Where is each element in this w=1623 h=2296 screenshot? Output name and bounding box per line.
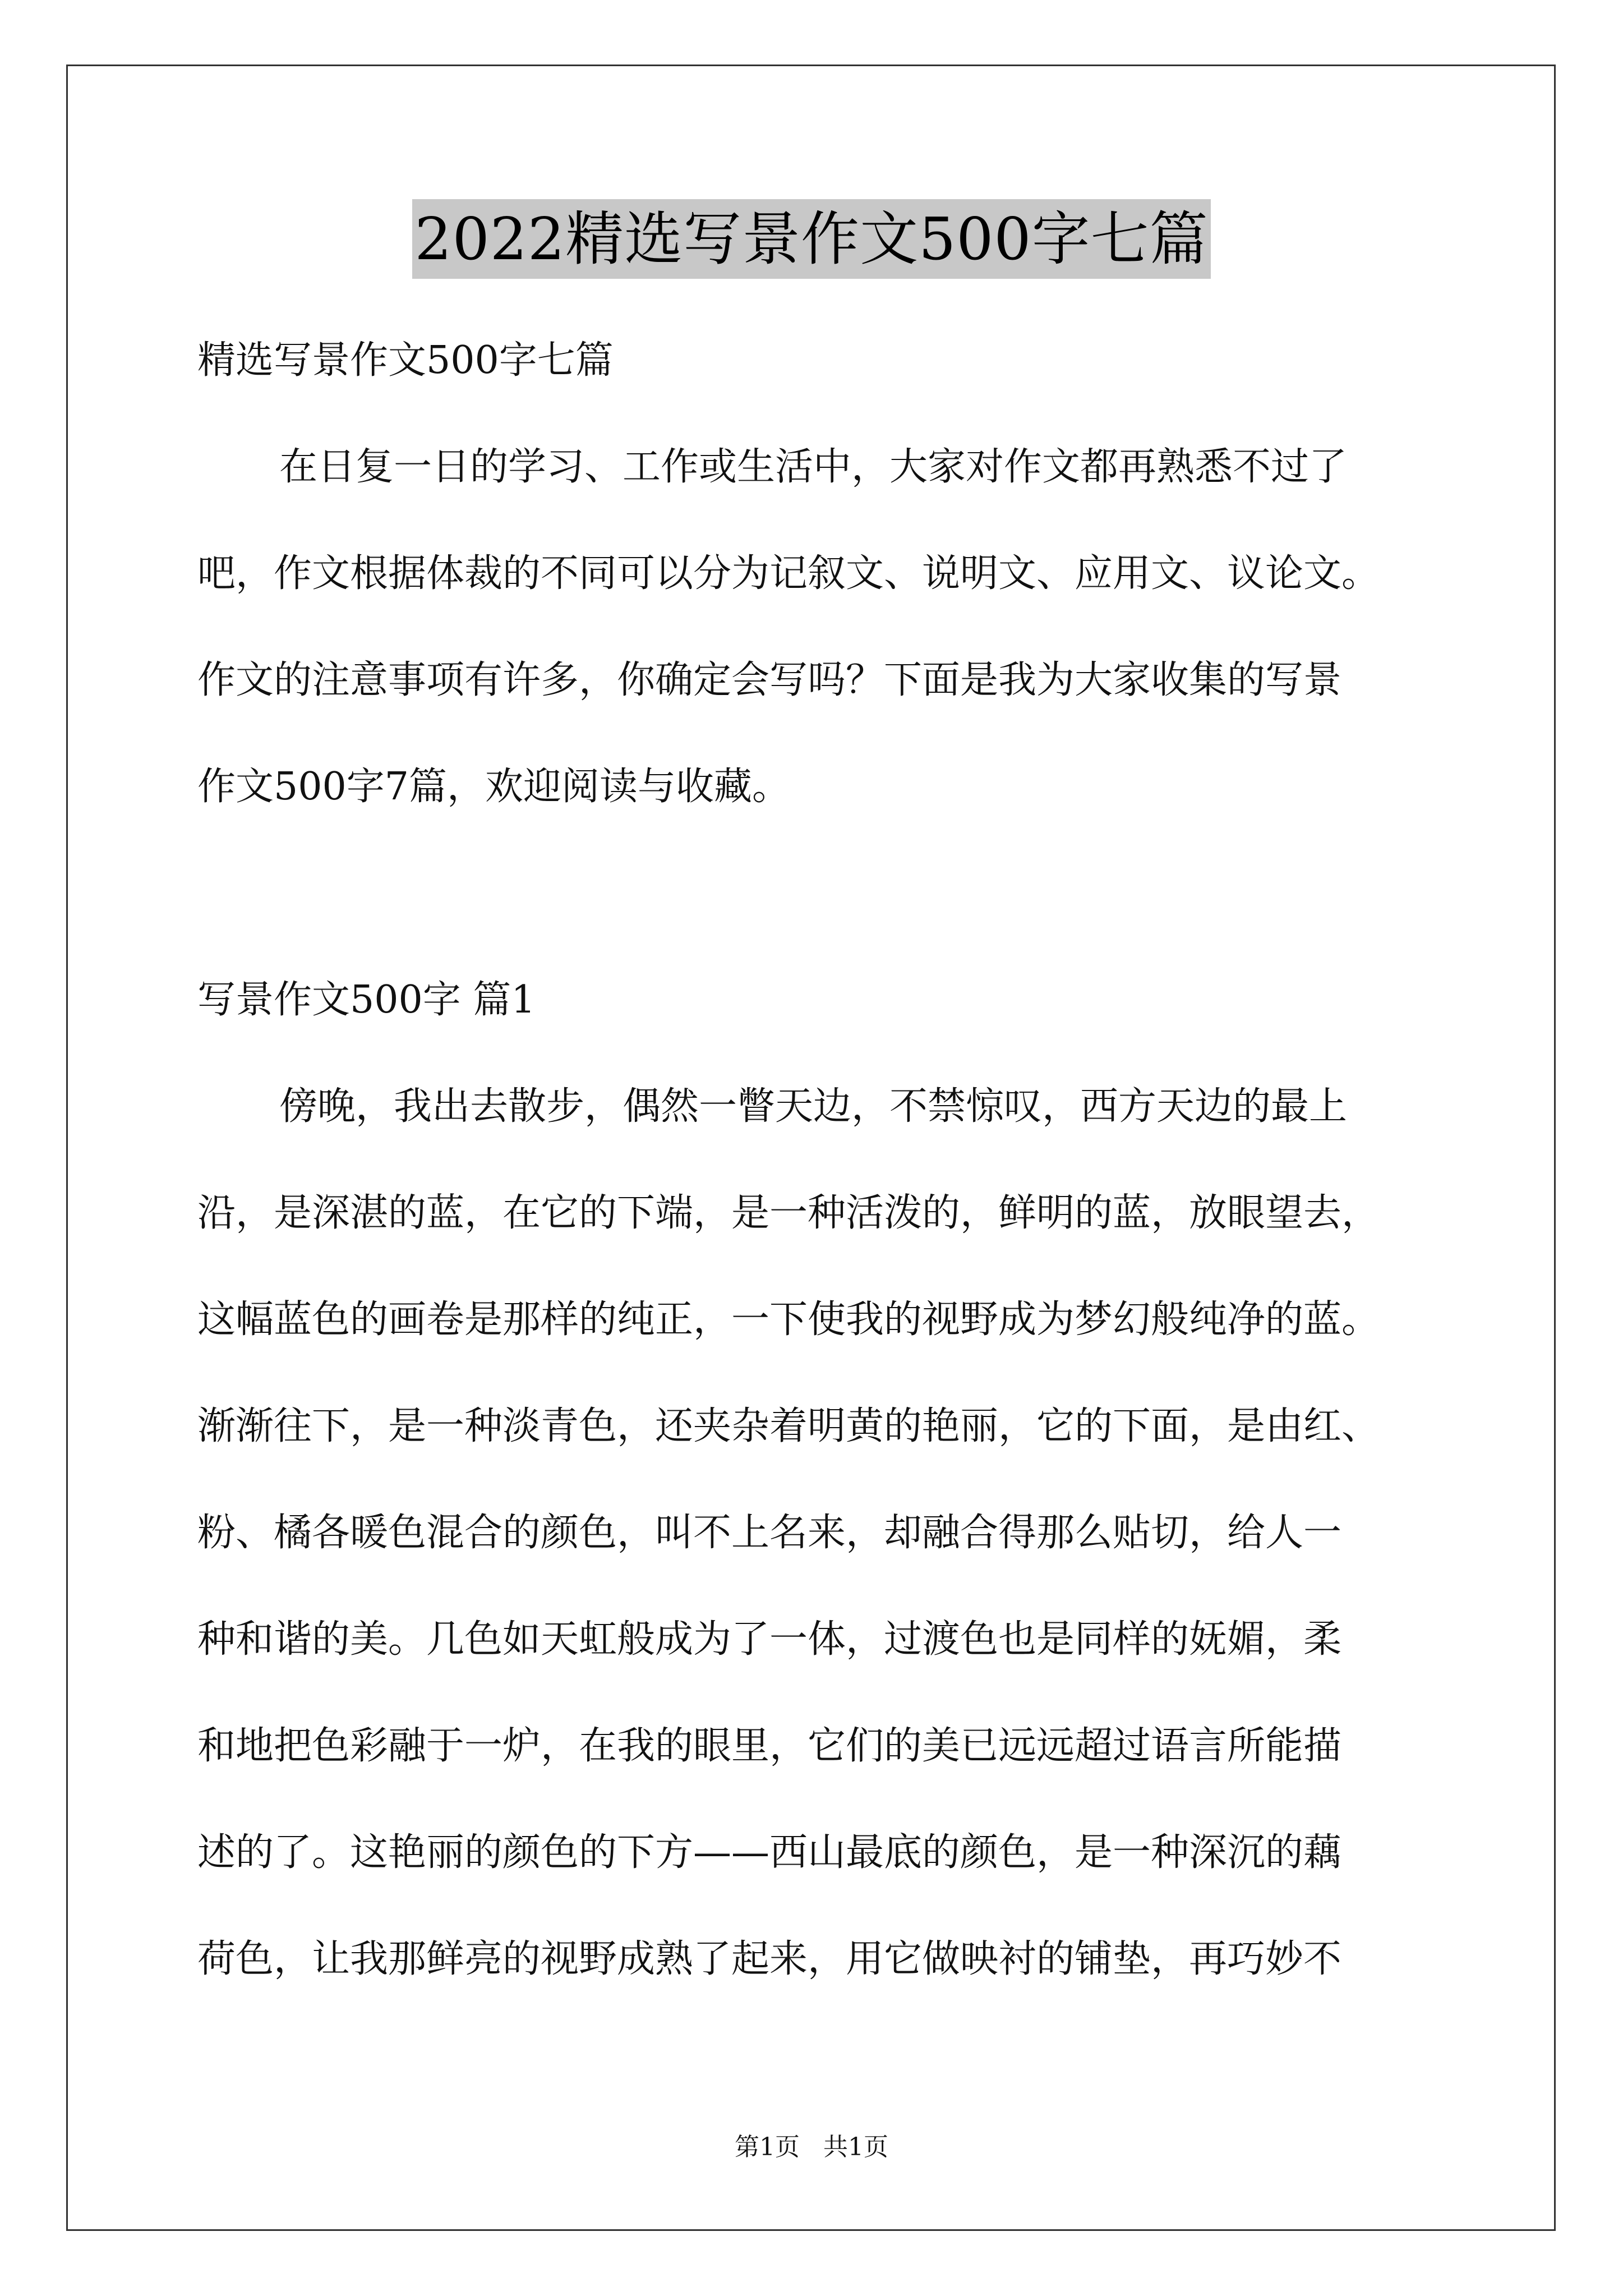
section-line: 傍晚，我出去散步，偶然一瞥天边，不禁惊叹，西方天边的最上 [279, 1084, 1348, 1129]
intro-line: 在日复一日的学习、工作或生活中，大家对作文都再熟悉不过了 [279, 445, 1348, 489]
section-line: 和地把色彩融于一炉，在我的眼里，它们的美已远远超过语言所能描 [197, 1724, 1342, 1768]
intro-line: 作文的注意事项有许多，你确定会写吗？下面是我为大家收集的写景 [197, 658, 1342, 702]
intro-line: 吧，作文根据体裁的不同可以分为记叙文、说明文、应用文、议论文。 [197, 551, 1380, 596]
section-line: 渐渐往下，是一种淡青色，还夹杂着明黄的艳丽，它的下面，是由红、 [197, 1404, 1380, 1448]
section-line: 述的了。这艳丽的颜色的下方——西山最底的颜色，是一种深沉的藕 [197, 1830, 1342, 1875]
section-line: 荷色，让我那鲜亮的视野成熟了起来，用它做映衬的铺垫，再巧妙不 [197, 1937, 1342, 1981]
section-heading: 写景作文500字 篇1 [197, 978, 536, 1022]
title-wrap [0, 199, 1623, 279]
document-subtitle: 精选写景作文500字七篇 [197, 338, 614, 383]
section-line: 粉、橘各暖色混合的颜色，叫不上名来，却融合得那么贴切，给人一 [197, 1511, 1342, 1555]
document-body [197, 307, 1448, 2013]
intro-line: 作文500字7篇，欢迎阅读与收藏。 [197, 765, 791, 809]
section-line: 种和谐的美。几色如天虹般成为了一体，过渡色也是同样的妩媚，柔 [197, 1617, 1342, 1662]
paragraph-gap [197, 840, 1448, 947]
section-line: 沿，是深湛的蓝，在它的下端，是一种活泼的，鲜明的蓝，放眼望去， [197, 1191, 1380, 1235]
document-title: 2022精选写景作文500字七篇 [412, 199, 1210, 279]
section-line: 这幅蓝色的画卷是那样的纯正，一下使我的视野成为梦幻般纯净的蓝。 [197, 1297, 1380, 1342]
page-footer: 第1页 共1页 [735, 2133, 888, 2161]
